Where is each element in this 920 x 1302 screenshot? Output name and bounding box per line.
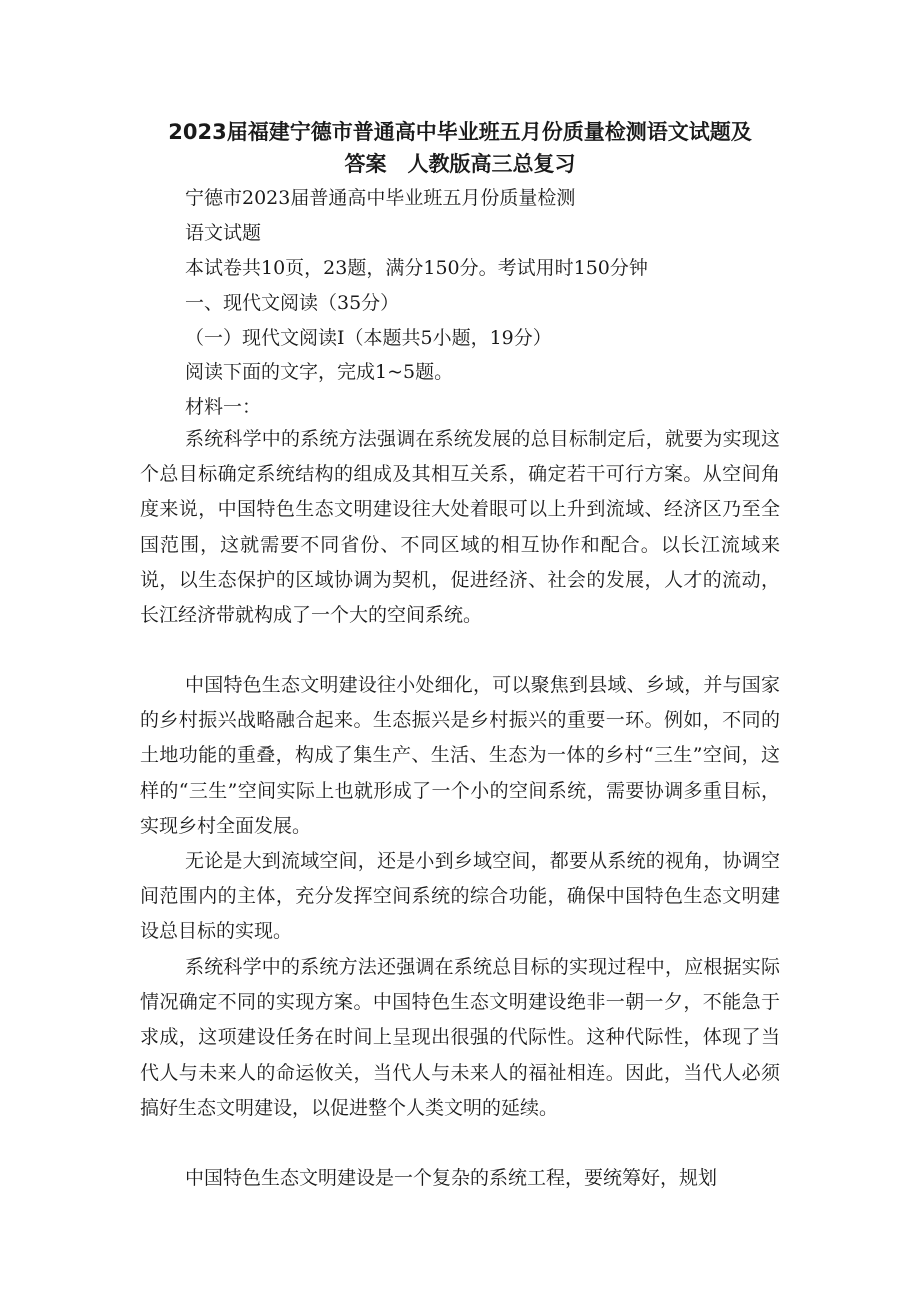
exam-name: 宁德市2023届普通高中毕业班五月份质量检测 [185, 187, 576, 209]
body-paragraph: 系统科学中的系统方法还强调在系统总目标的实现过程中，应根据实际情况确定不同的实现方案。中国特色生态文明建设绝非一朝一夕，不能急于求成，这项建设任务在时间上呈现出很强的代际性。这种代际性，体现了当代人与未来人的命运攸关，当代人与未来人的福祉相连。因此，当代人必须搞好生态文明建设，以促进整个人类文明的延续。 [140, 956, 780, 1119]
body-paragraph: 无论是大到流域空间，还是小到乡域空间，都要从系统的视角，协调空间范围内的主体，充分发挥空间系统的综合功能，确保中国特色生态文明建设总目标的实现。 [140, 850, 780, 943]
exam-info: 本试卷共10页，23题，满分150分。考试用时150分钟 [185, 257, 648, 279]
material-label: 材料一： [185, 396, 262, 418]
body-paragraph: 中国特色生态文明建设往小处细化，可以聚焦到县域、乡域，并与国家的乡村振兴战略融合起来。生态振兴是乡村振兴的重要一环。例如，不同的土地功能的重叠，构成了集生产、生活、生态为一体的乡村“三生”空间，这样的“三生”空间实际上也就形成了一个小的空间系统，需要协调多重目标，实现乡村全面发展。 [140, 674, 780, 837]
body-paragraph: 系统科学中的系统方法强调在系统发展的总目标制定后，就要为实现这个总目标确定系统结构的组成及其相互关系，确定若干可行方案。从空间角度来说，中国特色生态文明建设往大处着眼可以上升到流域、经济区乃至全国范围，这就需要不同省份、不同区域的相互协作和配合。以长江流域来说，以生态保护的区域协调为契机，促进经济、社会的发展，人才的流动，长江经济带就构成了一个大的空间系统。 [140, 428, 780, 627]
subsection-heading: （一）现代文阅读Ⅰ（本题共5小题，19分） [185, 327, 552, 349]
subject-heading: 语文试题 [185, 222, 262, 244]
reading-instruction: 阅读下面的文字，完成1~5题。 [185, 361, 454, 383]
document-title-line2: 答案 人教版高三总复习 [344, 152, 576, 176]
section-heading: 一、现代文阅读（35分） [185, 292, 400, 314]
document-title-line1: 2023届福建宁德市普通高中毕业班五月份质量检测语文试题及 [168, 120, 752, 144]
body-paragraph: 中国特色生态文明建设是一个复杂的系统工程，要统筹好，规划 [185, 1167, 718, 1189]
